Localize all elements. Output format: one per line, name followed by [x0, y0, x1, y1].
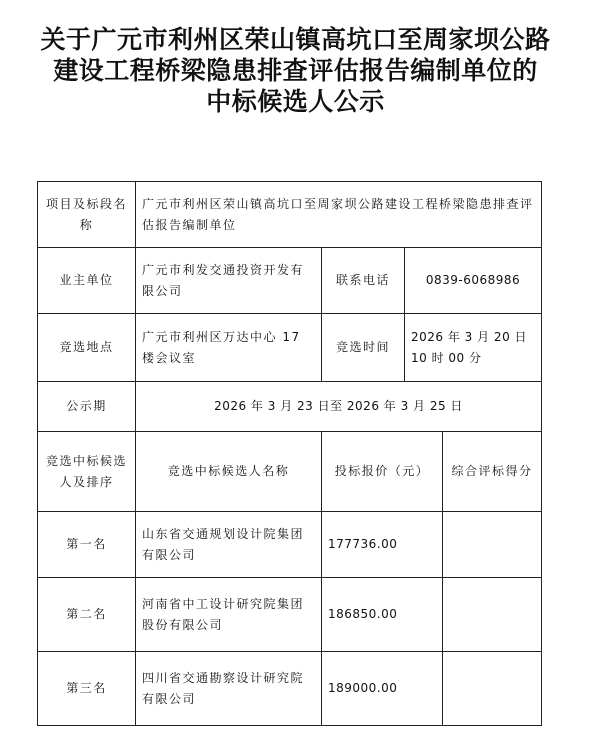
candidate-score: [443, 578, 542, 652]
candidate-rank: 第一名: [38, 512, 136, 578]
title-line-2: 建设工程桥梁隐患排查评估报告编制单位的: [53, 56, 538, 85]
table-row: [38, 652, 542, 726]
period-row: [38, 382, 542, 432]
header-price: 投标报价（元）: [322, 432, 443, 512]
candidate-score: [443, 652, 542, 726]
candidate-price: 186850.00: [322, 578, 443, 652]
table-row: [38, 578, 542, 652]
notice-title: [0, 24, 591, 117]
project-value: 广元市利州区荣山镇高坑口至周家坝公路建设工程桥梁隐患排查评估报告编制单位: [136, 182, 542, 248]
owner-label: 业主单位: [38, 248, 136, 314]
table-row: [38, 512, 542, 578]
header-name: 竞选中标候选人名称: [136, 432, 322, 512]
title-line-1: 关于广元市利州区荣山镇高坑口至周家坝公路: [40, 25, 551, 54]
title-line-3: 中标候选人公示: [206, 87, 385, 116]
header-row: [38, 432, 542, 512]
phone-value: 0839-6068986: [405, 248, 542, 314]
project-row: [38, 182, 542, 248]
time-value: 2026 年 3 月 20 日 10 时 00 分: [405, 314, 542, 382]
location-label: 竞选地点: [38, 314, 136, 382]
time-label: 竞选时间: [322, 314, 405, 382]
candidate-name: 四川省交通勘察设计研究院有限公司: [136, 652, 322, 726]
header-score: 综合评标得分: [443, 432, 542, 512]
location-value: 广元市利州区万达中心 17 楼会议室: [136, 314, 322, 382]
header-rank: 竞选中标候选人及排序: [38, 432, 136, 512]
owner-value: 广元市利发交通投资开发有限公司: [136, 248, 322, 314]
announcement-table: [37, 181, 542, 726]
candidate-price: 189000.00: [322, 652, 443, 726]
period-value: 2026 年 3 月 23 日至 2026 年 3 月 25 日: [136, 382, 542, 432]
owner-row: [38, 248, 542, 314]
location-row: [38, 314, 542, 382]
project-label: 项目及标段名称: [38, 182, 136, 248]
candidate-score: [443, 512, 542, 578]
candidate-name: 河南省中工设计研究院集团股份有限公司: [136, 578, 322, 652]
candidate-rank: 第三名: [38, 652, 136, 726]
period-label: 公示期: [38, 382, 136, 432]
candidate-name: 山东省交通规划设计院集团有限公司: [136, 512, 322, 578]
candidate-rank: 第二名: [38, 578, 136, 652]
phone-label: 联系电话: [322, 248, 405, 314]
candidate-price: 177736.00: [322, 512, 443, 578]
